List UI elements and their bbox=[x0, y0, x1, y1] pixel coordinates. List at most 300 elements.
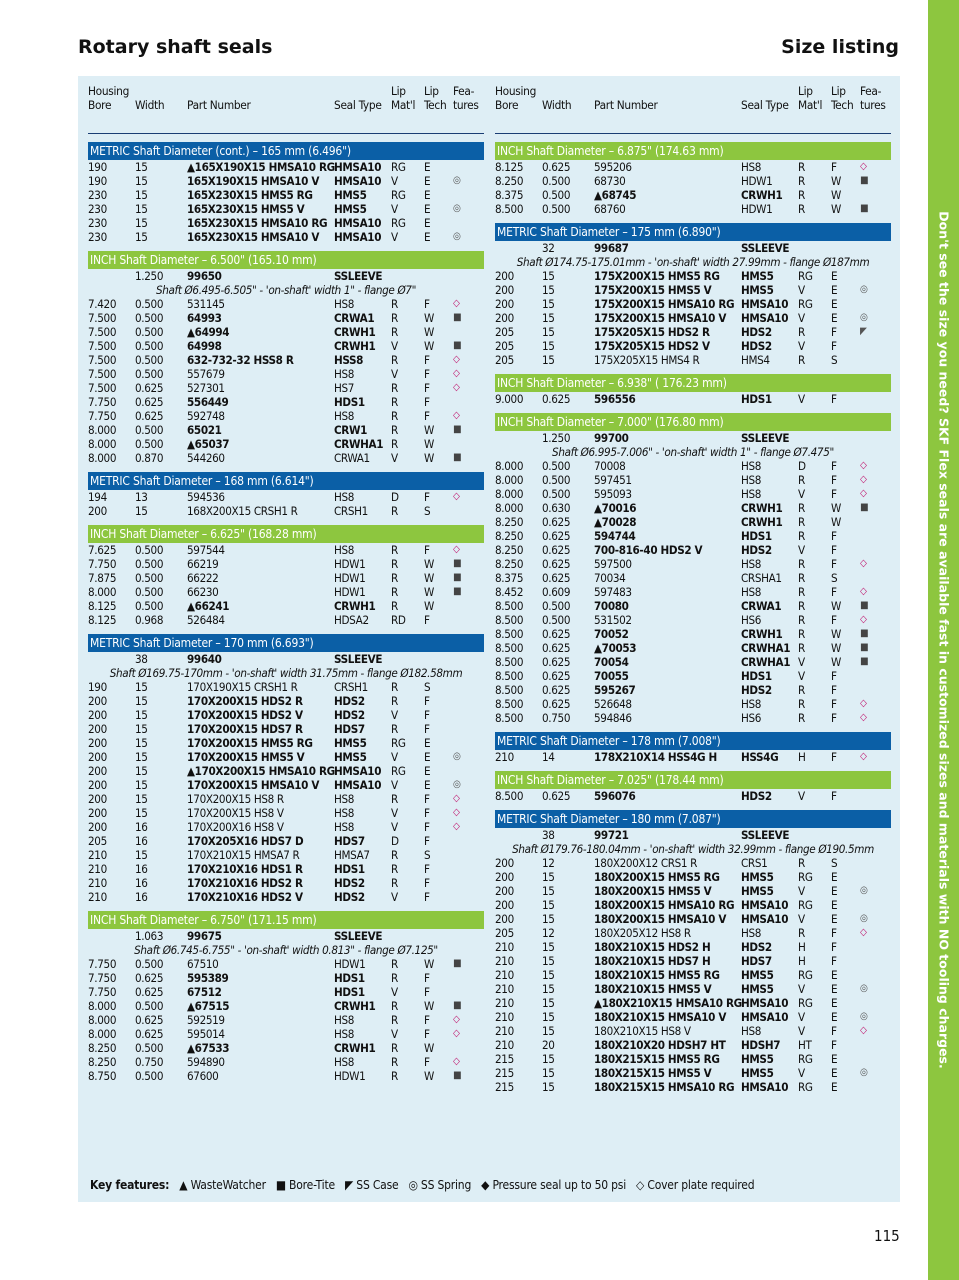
seal-type-cell: HDS2 bbox=[334, 890, 365, 904]
section-heading: METRIC Shaft Diameter – 168 mm (6.614") bbox=[88, 472, 484, 490]
part-number-cell: ▲67533 bbox=[187, 1041, 230, 1055]
table-row bbox=[88, 325, 484, 339]
seal-type-cell: HMSA10 bbox=[741, 1010, 789, 1024]
width-cell: 15 bbox=[542, 311, 555, 325]
part-number-cell: 70080 bbox=[594, 599, 629, 613]
table-row bbox=[495, 325, 891, 339]
lip-material-cell: V bbox=[798, 339, 805, 353]
lip-material-cell: RG bbox=[798, 870, 813, 884]
page-subtitle: Size listing bbox=[781, 36, 899, 58]
part-number-cell: 99675 bbox=[187, 929, 222, 943]
width-cell: 0.625 bbox=[542, 543, 571, 557]
table-row bbox=[495, 954, 891, 968]
housing-bore-cell: 8.500 bbox=[495, 613, 524, 627]
header-label: Bore bbox=[88, 98, 112, 112]
size-section bbox=[495, 771, 891, 803]
part-number-cell: 66222 bbox=[187, 571, 219, 585]
part-number-cell: 175X200X15 HMS5 V bbox=[594, 283, 712, 297]
housing-bore-cell: 200 bbox=[495, 912, 514, 926]
lip-tech-cell: F bbox=[424, 395, 430, 409]
features-cell: ◇ bbox=[860, 474, 867, 485]
lip-tech-cell: E bbox=[831, 1066, 838, 1080]
features-cell: ◇ bbox=[453, 491, 460, 502]
housing-bore-cell: 8.500 bbox=[495, 697, 524, 711]
table-row bbox=[495, 297, 891, 311]
housing-bore-cell: 205 bbox=[495, 353, 514, 367]
lip-material-cell: R bbox=[798, 353, 805, 367]
housing-bore-cell: 200 bbox=[495, 283, 514, 297]
features-cell: ■ bbox=[453, 452, 462, 463]
lip-tech-cell: W bbox=[424, 437, 434, 451]
lip-material-cell: H bbox=[798, 954, 806, 968]
width-cell: 0.500 bbox=[135, 325, 164, 339]
header-label: Tech bbox=[831, 98, 854, 112]
lip-material-cell: V bbox=[391, 890, 398, 904]
lip-tech-cell: F bbox=[831, 1024, 837, 1038]
lip-material-cell: R bbox=[798, 202, 805, 216]
width-cell: 0.500 bbox=[135, 423, 164, 437]
width-cell: 38 bbox=[135, 652, 148, 666]
width-cell: 0.500 bbox=[542, 487, 571, 501]
lip-material-cell: V bbox=[798, 392, 805, 406]
lip-tech-cell: F bbox=[831, 711, 837, 725]
part-number-cell: 168X200X15 CRSH1 R bbox=[187, 504, 298, 518]
part-number-cell: 596076 bbox=[594, 789, 636, 803]
table-row bbox=[495, 789, 891, 803]
lip-tech-cell: F bbox=[831, 487, 837, 501]
lip-tech-cell: F bbox=[831, 750, 837, 764]
width-cell: 0.625 bbox=[542, 571, 571, 585]
lip-material-cell: R bbox=[391, 381, 398, 395]
table-row bbox=[495, 431, 891, 445]
housing-bore-cell: 215 bbox=[495, 1080, 514, 1094]
housing-bore-cell: 210 bbox=[495, 1038, 514, 1052]
seal-type-cell: HDS2 bbox=[741, 789, 772, 803]
part-number-cell: 65021 bbox=[187, 423, 222, 437]
part-number-cell: 68730 bbox=[594, 174, 626, 188]
lip-material-cell: R bbox=[391, 862, 398, 876]
part-number-cell: 180X210X15 HMS5 RG bbox=[594, 968, 720, 982]
housing-bore-cell: 200 bbox=[88, 722, 107, 736]
housing-bore-cell: 8.375 bbox=[495, 188, 524, 202]
table-row bbox=[495, 1024, 891, 1038]
lip-tech-cell: W bbox=[831, 627, 841, 641]
size-section bbox=[88, 634, 484, 904]
part-number-cell: 175X200X15 HMS5 RG bbox=[594, 269, 720, 283]
width-cell: 15 bbox=[542, 353, 555, 367]
seal-type-cell: HMS5 bbox=[334, 736, 367, 750]
part-number-cell: 99700 bbox=[594, 431, 629, 445]
table-row bbox=[88, 876, 484, 890]
width-cell: 0.625 bbox=[542, 789, 571, 803]
shaft-note: Shaft Ø174.75-175.01mm - 'on-shaft' width 27.99mm - flange Ø187mm bbox=[516, 255, 870, 269]
lip-material-cell: H bbox=[798, 940, 806, 954]
table-row bbox=[88, 571, 484, 585]
part-number-cell: 170X210X16 HDS2 R bbox=[187, 876, 303, 890]
width-cell: 0.500 bbox=[135, 599, 164, 613]
table-row bbox=[88, 423, 484, 437]
seal-type-cell: CRWH1 bbox=[334, 325, 376, 339]
housing-bore-cell: 210 bbox=[495, 968, 514, 982]
lip-material-cell: R bbox=[391, 999, 398, 1013]
part-number-cell: 99687 bbox=[594, 241, 629, 255]
width-cell: 0.500 bbox=[135, 585, 164, 599]
housing-bore-cell: 8.125 bbox=[495, 160, 524, 174]
lip-material-cell: R bbox=[798, 711, 805, 725]
housing-bore-cell: 8.500 bbox=[495, 599, 524, 613]
lip-tech-cell: F bbox=[424, 367, 430, 381]
lip-tech-cell: W bbox=[831, 655, 841, 669]
lip-tech-cell: W bbox=[424, 999, 434, 1013]
table-row bbox=[495, 515, 891, 529]
lip-material-cell: RG bbox=[391, 160, 406, 174]
housing-bore-cell: 200 bbox=[495, 269, 514, 283]
seal-type-cell: SSLEEVE bbox=[741, 828, 790, 842]
part-number-cell: 592519 bbox=[187, 1013, 225, 1027]
seal-type-cell: HS6 bbox=[741, 711, 762, 725]
features-cell: ■ bbox=[453, 340, 462, 351]
table-row bbox=[88, 297, 484, 311]
section-heading: INCH Shaft Diameter – 7.000" (176.80 mm) bbox=[495, 413, 891, 431]
lip-material-cell: V bbox=[391, 202, 398, 216]
seal-type-cell: HMSA10 bbox=[741, 311, 789, 325]
part-number-cell: 99640 bbox=[187, 652, 222, 666]
seal-type-cell: HS8 bbox=[334, 297, 355, 311]
part-number-cell: 180X210X15 HDS7 H bbox=[594, 954, 711, 968]
housing-bore-cell: 200 bbox=[88, 820, 107, 834]
housing-bore-cell: 230 bbox=[88, 230, 107, 244]
width-cell: 0.625 bbox=[135, 381, 164, 395]
lip-tech-cell: E bbox=[424, 750, 431, 764]
width-cell: 15 bbox=[135, 216, 148, 230]
housing-bore-cell: 200 bbox=[495, 898, 514, 912]
table-row bbox=[88, 353, 484, 367]
lip-tech-cell: E bbox=[831, 982, 838, 996]
lip-material-cell: R bbox=[391, 543, 398, 557]
table-row bbox=[88, 202, 484, 216]
housing-bore-cell: 194 bbox=[88, 490, 107, 504]
table-row bbox=[88, 971, 484, 985]
housing-bore-cell: 210 bbox=[88, 862, 107, 876]
width-cell: 0.625 bbox=[135, 1027, 164, 1041]
lip-tech-cell: W bbox=[831, 202, 841, 216]
width-cell: 16 bbox=[135, 820, 148, 834]
width-cell: 0.500 bbox=[135, 1069, 164, 1083]
header-label: Housing bbox=[88, 84, 130, 98]
lip-tech-cell: F bbox=[424, 381, 430, 395]
part-number-cell: 594846 bbox=[594, 711, 632, 725]
features-cell: ◇ bbox=[860, 586, 867, 597]
lip-material-cell: D bbox=[798, 459, 806, 473]
width-cell: 0.500 bbox=[135, 543, 164, 557]
seal-type-cell: HDS2 bbox=[334, 876, 365, 890]
housing-bore-cell: 200 bbox=[495, 297, 514, 311]
table-row bbox=[495, 912, 891, 926]
housing-bore-cell: 215 bbox=[495, 1052, 514, 1066]
seal-type-cell: HDS1 bbox=[741, 669, 772, 683]
lip-material-cell: R bbox=[798, 501, 805, 515]
size-section bbox=[495, 413, 891, 725]
seal-type-cell: SSLEEVE bbox=[334, 269, 383, 283]
housing-bore-cell: 8.000 bbox=[88, 423, 117, 437]
lip-tech-cell: F bbox=[831, 954, 837, 968]
lip-tech-cell: F bbox=[831, 683, 837, 697]
features-cell: ■ bbox=[453, 572, 462, 583]
width-cell: 12 bbox=[542, 856, 555, 870]
features-cell: ◇ bbox=[453, 821, 460, 832]
seal-type-cell: HDSA2 bbox=[334, 613, 369, 627]
table-row bbox=[88, 890, 484, 904]
seal-type-cell: HMS5 bbox=[741, 1052, 774, 1066]
lip-tech-cell: F bbox=[424, 834, 430, 848]
header-label: Bore bbox=[495, 98, 519, 112]
part-number-cell: 180X200X12 CRS1 R bbox=[594, 856, 698, 870]
table-row bbox=[88, 848, 484, 862]
features-cell: ◇ bbox=[860, 460, 867, 471]
lip-material-cell: RG bbox=[798, 996, 813, 1010]
width-cell: 0.500 bbox=[135, 571, 164, 585]
size-section bbox=[495, 732, 891, 764]
table-row bbox=[88, 652, 484, 666]
lip-tech-cell: W bbox=[424, 451, 434, 465]
lip-material-cell: V bbox=[798, 982, 805, 996]
key-item: ▲ WasteWatcher bbox=[179, 1178, 266, 1192]
header-label: Seal Type bbox=[334, 98, 382, 112]
features-cell: ◇ bbox=[860, 488, 867, 499]
lip-material-cell: RG bbox=[798, 898, 813, 912]
right-column bbox=[495, 84, 891, 1094]
table-header bbox=[495, 84, 891, 134]
seal-type-cell: CRWHA1 bbox=[334, 437, 384, 451]
part-number-cell: 597483 bbox=[594, 585, 632, 599]
seal-type-cell: CRWHA1 bbox=[741, 655, 791, 669]
lip-material-cell: R bbox=[391, 297, 398, 311]
lip-material-cell: V bbox=[798, 669, 805, 683]
size-section bbox=[495, 142, 891, 216]
lip-tech-cell: E bbox=[424, 764, 431, 778]
size-section bbox=[88, 911, 484, 1083]
lip-tech-cell: W bbox=[424, 571, 434, 585]
table-row bbox=[495, 996, 891, 1010]
table-row bbox=[495, 884, 891, 898]
lip-tech-cell: F bbox=[424, 694, 430, 708]
features-cell: ◇ bbox=[860, 558, 867, 569]
lip-material-cell: V bbox=[798, 1024, 805, 1038]
housing-bore-cell: 200 bbox=[88, 806, 107, 820]
features-cell: ◎ bbox=[860, 312, 868, 323]
width-cell: 0.625 bbox=[542, 392, 571, 406]
seal-type-cell: HMS5 bbox=[741, 269, 774, 283]
seal-type-cell: CRWH1 bbox=[741, 627, 783, 641]
table-row bbox=[495, 571, 891, 585]
part-number-cell: 180X215X15 HMS5 RG bbox=[594, 1052, 720, 1066]
width-cell: 15 bbox=[135, 792, 148, 806]
part-number-cell: 70008 bbox=[594, 459, 626, 473]
part-number-cell: 592748 bbox=[187, 409, 225, 423]
part-number-cell: 180X205X12 HS8 R bbox=[594, 926, 691, 940]
housing-bore-cell: 190 bbox=[88, 160, 107, 174]
features-cell: ◇ bbox=[453, 1014, 460, 1025]
features-cell: ■ bbox=[453, 958, 462, 969]
table-row bbox=[495, 557, 891, 571]
housing-bore-cell: 7.500 bbox=[88, 353, 117, 367]
part-number-cell: 175X200X15 HMSA10 V bbox=[594, 311, 727, 325]
features-cell: ◎ bbox=[860, 1067, 868, 1078]
lip-tech-cell: W bbox=[424, 599, 434, 613]
table-row bbox=[495, 1052, 891, 1066]
lip-material-cell: V bbox=[391, 451, 398, 465]
lip-tech-cell: E bbox=[831, 884, 838, 898]
lip-material-cell: V bbox=[798, 487, 805, 501]
width-cell: 15 bbox=[135, 230, 148, 244]
housing-bore-cell: 7.750 bbox=[88, 409, 117, 423]
table-row bbox=[88, 778, 484, 792]
seal-type-cell: HS8 bbox=[334, 820, 355, 834]
table-row bbox=[88, 174, 484, 188]
features-cell: ■ bbox=[453, 1000, 462, 1011]
width-cell: 0.625 bbox=[542, 529, 571, 543]
lip-material-cell: R bbox=[391, 585, 398, 599]
housing-bore-cell: 8.500 bbox=[495, 789, 524, 803]
table-row bbox=[88, 1069, 484, 1083]
table-row bbox=[495, 711, 891, 725]
width-cell: 16 bbox=[135, 890, 148, 904]
part-number-cell: 170X190X15 CRSH1 R bbox=[187, 680, 298, 694]
features-cell: ◎ bbox=[453, 751, 461, 762]
housing-bore-cell: 210 bbox=[495, 996, 514, 1010]
lip-material-cell: R bbox=[798, 188, 805, 202]
housing-bore-cell: 230 bbox=[88, 188, 107, 202]
lip-material-cell: D bbox=[391, 490, 399, 504]
lip-tech-cell: S bbox=[831, 856, 838, 870]
lip-tech-cell: F bbox=[831, 669, 837, 683]
part-number-cell: ▲66241 bbox=[187, 599, 230, 613]
lip-material-cell: V bbox=[798, 1010, 805, 1024]
features-cell: ◎ bbox=[860, 885, 868, 896]
housing-bore-cell: 190 bbox=[88, 174, 107, 188]
features-cell: ■ bbox=[860, 502, 869, 513]
lip-tech-cell: F bbox=[424, 490, 430, 504]
lip-tech-cell: F bbox=[424, 1027, 430, 1041]
seal-type-cell: HDW1 bbox=[334, 571, 366, 585]
size-section bbox=[88, 525, 484, 627]
seal-type-cell: HDS2 bbox=[741, 325, 772, 339]
seal-type-cell: HMSA10 bbox=[334, 174, 382, 188]
housing-bore-cell: 205 bbox=[88, 834, 107, 848]
header-label: tures bbox=[453, 98, 479, 112]
lip-tech-cell: F bbox=[831, 926, 837, 940]
width-cell: 0.625 bbox=[135, 971, 164, 985]
table-row bbox=[495, 529, 891, 543]
part-number-cell: ▲70028 bbox=[594, 515, 637, 529]
lip-material-cell: R bbox=[798, 529, 805, 543]
seal-type-cell: HDS2 bbox=[334, 708, 365, 722]
seal-type-cell: HDS1 bbox=[334, 971, 365, 985]
table-row bbox=[495, 241, 891, 255]
housing-bore-cell: 7.750 bbox=[88, 971, 117, 985]
seal-type-cell: HDW1 bbox=[334, 957, 366, 971]
housing-bore-cell: 210 bbox=[495, 1010, 514, 1024]
seal-type-cell: HMSA10 bbox=[334, 230, 382, 244]
part-number-cell: 64998 bbox=[187, 339, 222, 353]
seal-type-cell: HDS7 bbox=[334, 834, 365, 848]
lip-material-cell: R bbox=[798, 926, 805, 940]
header-label: Mat'l bbox=[798, 98, 823, 112]
seal-type-cell: CRS1 bbox=[741, 856, 768, 870]
side-banner-text: Don't see the size you need? SKF Flex seals are available fast in customized sizes and materials with NO tooling charges. bbox=[936, 211, 952, 1069]
lip-material-cell: R bbox=[391, 599, 398, 613]
lip-tech-cell: W bbox=[424, 957, 434, 971]
part-number-cell: 70052 bbox=[594, 627, 629, 641]
features-cell: ■ bbox=[453, 424, 462, 435]
key-item: ◇ Cover plate required bbox=[636, 1178, 755, 1192]
width-cell: 32 bbox=[542, 241, 555, 255]
features-cell: ◇ bbox=[860, 927, 867, 938]
part-number-cell: 180X215X15 HMS5 V bbox=[594, 1066, 712, 1080]
part-number-cell: 170X200X15 HMSA10 V bbox=[187, 778, 320, 792]
features-cell: ◇ bbox=[453, 298, 460, 309]
lip-material-cell: R bbox=[391, 1013, 398, 1027]
housing-bore-cell: 8.000 bbox=[88, 1027, 117, 1041]
housing-bore-cell: 215 bbox=[495, 1066, 514, 1080]
housing-bore-cell: 210 bbox=[495, 940, 514, 954]
features-cell: ◎ bbox=[453, 203, 461, 214]
width-cell: 15 bbox=[542, 996, 555, 1010]
lip-tech-cell: F bbox=[831, 529, 837, 543]
seal-type-cell: HS8 bbox=[334, 367, 355, 381]
features-cell: ■ bbox=[860, 628, 869, 639]
width-cell: 1.250 bbox=[542, 431, 571, 445]
table-row bbox=[495, 641, 891, 655]
seal-type-cell: CRWH1 bbox=[334, 339, 376, 353]
size-section bbox=[495, 223, 891, 367]
lip-tech-cell: E bbox=[424, 202, 431, 216]
seal-type-cell: HDS1 bbox=[741, 529, 772, 543]
lip-material-cell: V bbox=[391, 806, 398, 820]
width-cell: 15 bbox=[542, 940, 555, 954]
housing-bore-cell: 200 bbox=[495, 856, 514, 870]
section-heading: INCH Shaft Diameter – 6.875" (174.63 mm) bbox=[495, 142, 891, 160]
section-heading: METRIC Shaft Diameter – 180 mm (7.087") bbox=[495, 810, 891, 828]
housing-bore-cell: 200 bbox=[88, 764, 107, 778]
size-section bbox=[88, 472, 484, 518]
width-cell: 15 bbox=[135, 764, 148, 778]
housing-bore-cell: 200 bbox=[495, 311, 514, 325]
lip-tech-cell: F bbox=[424, 613, 430, 627]
key-item: ◤ SS Case bbox=[344, 1178, 399, 1192]
lip-tech-cell: E bbox=[424, 174, 431, 188]
housing-bore-cell: 205 bbox=[495, 926, 514, 940]
seal-type-cell: HMS5 bbox=[741, 968, 774, 982]
table-row bbox=[88, 792, 484, 806]
seal-type-cell: HDS2 bbox=[334, 694, 365, 708]
lip-tech-cell: E bbox=[424, 736, 431, 750]
part-number-cell: 170X200X15 HDS2 V bbox=[187, 708, 303, 722]
part-number-cell: ▲64994 bbox=[187, 325, 230, 339]
lip-material-cell: R bbox=[798, 613, 805, 627]
housing-bore-cell: 8.500 bbox=[495, 711, 524, 725]
seal-type-cell: HS8 bbox=[741, 697, 762, 711]
part-number-cell: 170X200X15 HDS2 R bbox=[187, 694, 303, 708]
part-number-cell: 170X205X16 HDS7 D bbox=[187, 834, 304, 848]
table-row bbox=[88, 806, 484, 820]
part-number-cell: 180X210X15 HMS5 V bbox=[594, 982, 712, 996]
width-cell: 0.625 bbox=[542, 515, 571, 529]
table-header bbox=[88, 84, 484, 134]
part-number-cell: 180X200X15 HMSA10 V bbox=[594, 912, 727, 926]
part-number-cell: ▲65037 bbox=[187, 437, 230, 451]
part-number-cell: 67510 bbox=[187, 957, 219, 971]
